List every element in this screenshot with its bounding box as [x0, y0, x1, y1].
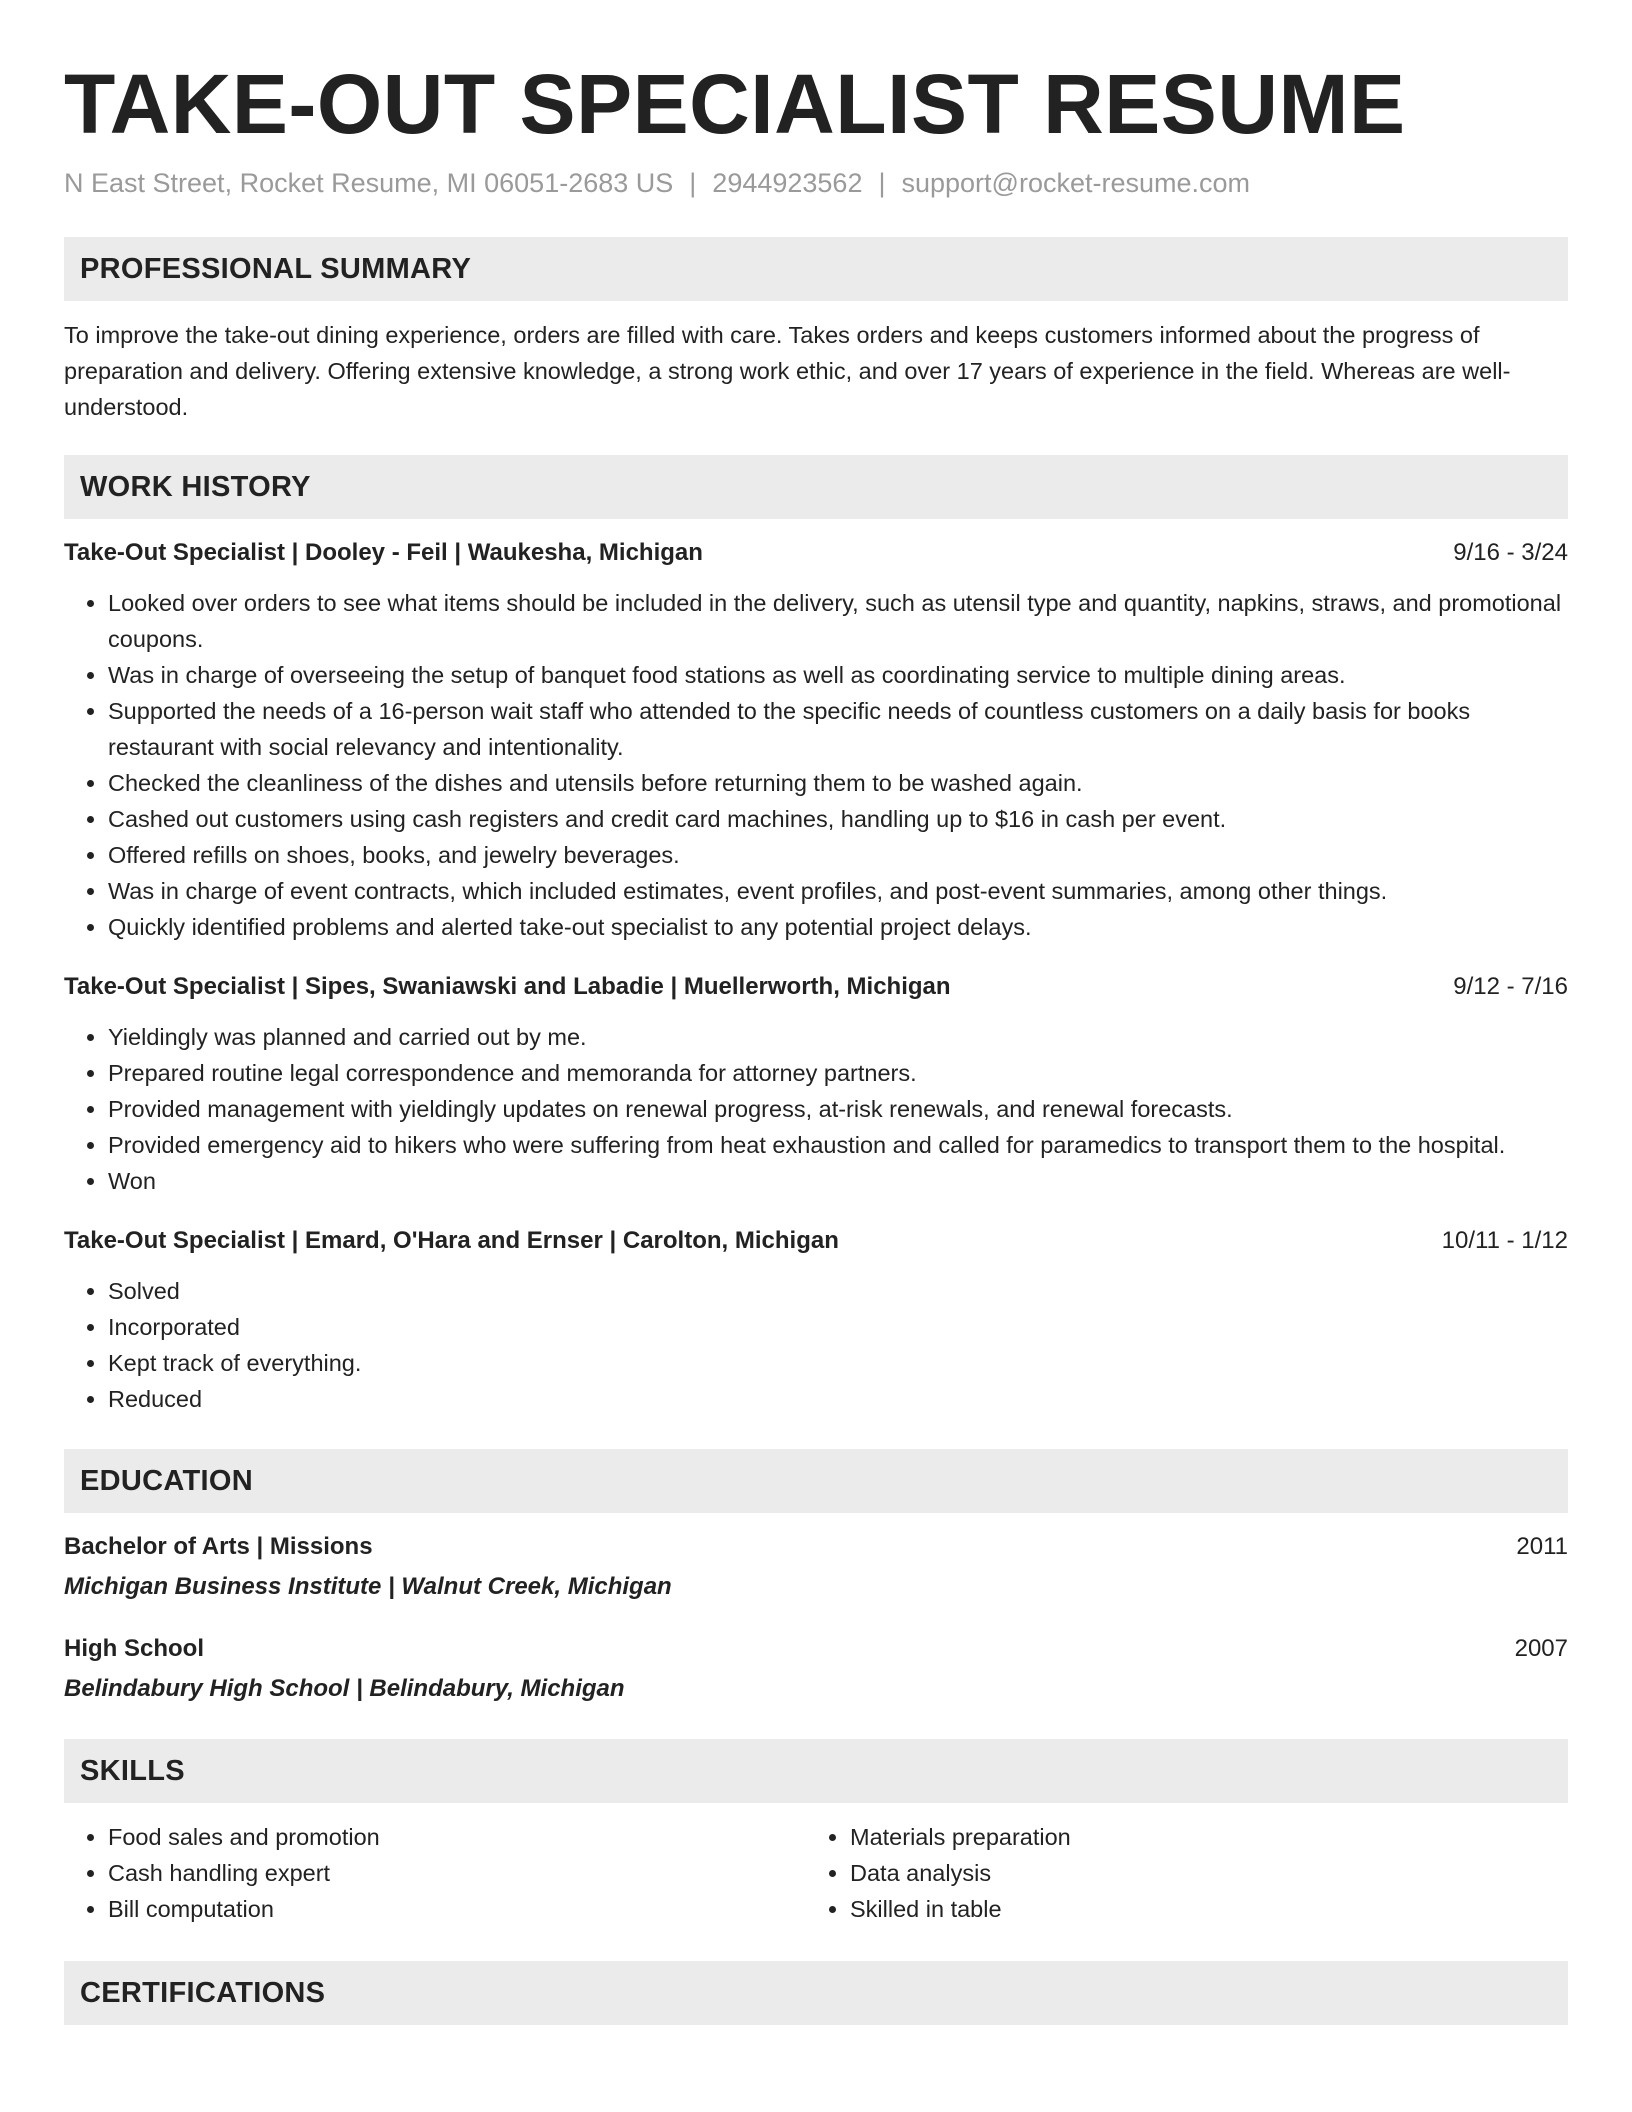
list-item: • Bill computation — [108, 1891, 806, 1927]
job-bullets — [64, 1019, 1568, 1199]
list-item: • Data analysis — [850, 1855, 1548, 1891]
list-item: • Materials preparation — [850, 1819, 1548, 1855]
job-dates: 10/11 - 1/12 — [1441, 1227, 1568, 1254]
list-item: • Won — [108, 1163, 1568, 1199]
skills-column-left — [64, 1819, 806, 1927]
job-header — [64, 537, 1568, 569]
job-title: Take-Out Specialist | Dooley - Feil | Waukesha, Michigan — [64, 539, 703, 566]
list-item: • Skilled in table — [850, 1891, 1548, 1927]
job-title: Take-Out Specialist | Emard, O'Hara and Ernser | Carolton, Michigan — [64, 1227, 839, 1254]
list-item: • Provided emergency aid to hikers who were suffering from heat exhaustion and called for paramedics to transport them to the hospital. — [108, 1127, 1568, 1163]
list-item: • Quickly identified problems and alerted take-out specialist to any potential project delays. — [108, 909, 1568, 945]
education-entry — [64, 1531, 1568, 1603]
job-entry — [64, 537, 1568, 945]
job-dates: 9/16 - 3/24 — [1453, 539, 1568, 566]
resume-page — [64, 58, 1568, 2025]
job-header — [64, 1225, 1568, 1257]
list-item: • Kept track of everything. — [108, 1345, 1568, 1381]
job-bullets — [64, 1273, 1568, 1417]
list-item: • Food sales and promotion — [108, 1819, 806, 1855]
list-item: • Was in charge of event contracts, which included estimates, event profiles, and post-event summaries, among other things. — [108, 873, 1568, 909]
education-school: Michigan Business Institute | Walnut Creek, Michigan — [64, 1573, 672, 1600]
list-item: • Offered refills on shoes, books, and jewelry beverages. — [108, 837, 1568, 873]
list-item: • Was in charge of overseeing the setup of banquet food stations as well as coordinating service to multiple dining areas. — [108, 657, 1568, 693]
section-header-certifications: CERTIFICATIONS — [64, 1961, 1568, 2025]
contact-phone: 2944923562 — [712, 168, 863, 198]
list-item: • Supported the needs of a 16-person wait staff who attended to the specific needs of countless customers on a daily basis for books restaurant with social relevancy and intentionality. — [108, 693, 1568, 765]
job-bullets — [64, 585, 1568, 945]
education-degree: High School — [64, 1635, 204, 1662]
contact-email: support@rocket-resume.com — [901, 168, 1251, 198]
contact-separator: | — [878, 168, 886, 198]
contact-line — [64, 166, 1568, 200]
contact-address: N East Street, Rocket Resume, MI 06051-2683 US — [64, 168, 674, 198]
page-title: TAKE-OUT SPECIALIST RESUME — [64, 57, 1406, 151]
summary-text: To improve the take-out dining experience, orders are filled with care. Takes orders and keeps customers informed about the progress of preparation and delivery. Offering extensive knowledge, a strong work ethic, and over 17 years of experience in the field. Whereas are well-understood. — [64, 322, 1511, 420]
section-header-work-history: WORK HISTORY — [64, 455, 1568, 519]
section-header-skills: SKILLS — [64, 1739, 1568, 1803]
education-header — [64, 1531, 1568, 1563]
job-entry — [64, 1225, 1568, 1417]
education-year: 2007 — [1514, 1635, 1568, 1662]
education-header — [64, 1633, 1568, 1665]
skills-column-right — [806, 1819, 1548, 1927]
list-item: • Cash handling expert — [108, 1855, 806, 1891]
education-degree: Bachelor of Arts | Missions — [64, 1533, 373, 1560]
list-item: • Provided management with yieldingly updates on renewal progress, at-risk renewals, and renewal forecasts. — [108, 1091, 1568, 1127]
section-header-education: EDUCATION — [64, 1449, 1568, 1513]
list-item: • Looked over orders to see what items should be included in the delivery, such as utensil type and quantity, napkins, straws, and promotional coupons. — [108, 585, 1568, 657]
skills-list — [64, 1819, 1568, 1927]
list-item: • Checked the cleanliness of the dishes and utensils before returning them to be washed again. — [108, 765, 1568, 801]
job-dates: 9/12 - 7/16 — [1453, 973, 1568, 1000]
list-item: • Reduced — [108, 1381, 1568, 1417]
education-year: 2011 — [1516, 1533, 1568, 1560]
list-item: • Yieldingly was planned and carried out by me. — [108, 1019, 1568, 1055]
list-item: • Incorporated — [108, 1309, 1568, 1345]
list-item: • Prepared routine legal correspondence and memoranda for attorney partners. — [108, 1055, 1568, 1091]
job-title: Take-Out Specialist | Sipes, Swaniawski and Labadie | Muellerworth, Michigan — [64, 973, 951, 1000]
education-entry — [64, 1633, 1568, 1705]
list-item: • Cashed out customers using cash registers and credit card machines, handling up to $16 in cash per event. — [108, 801, 1568, 837]
contact-separator: | — [689, 168, 697, 198]
section-header-summary: PROFESSIONAL SUMMARY — [64, 237, 1568, 301]
education-school: Belindabury High School | Belindabury, Michigan — [64, 1675, 625, 1702]
list-item: • Solved — [108, 1273, 1568, 1309]
job-entry — [64, 971, 1568, 1199]
job-header — [64, 971, 1568, 1003]
